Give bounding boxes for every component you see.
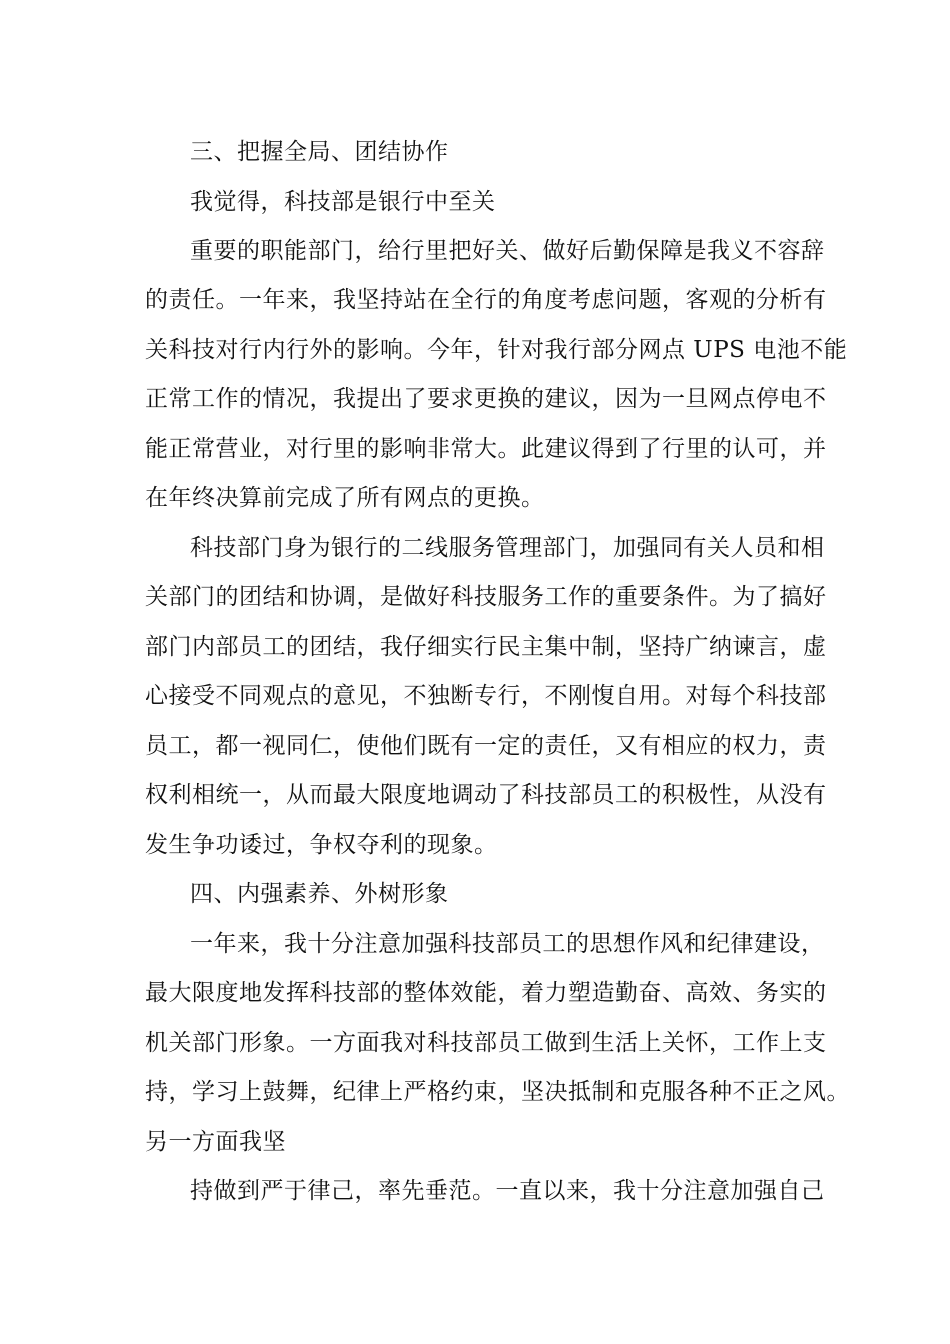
paragraph-line: 心接受不同观点的意见，不独断专行，不刚愎自用。对每个科技部 (145, 683, 827, 709)
paragraph-line: 能正常营业，对行里的影响非常大。此建议得到了行里的认可，并 (145, 436, 827, 462)
paragraph-line: 重要的职能部门，给行里把好关、做好后勤保障是我义不容辞 (190, 238, 825, 264)
paragraph-line: 最大限度地发挥科技部的整体效能，着力塑造勤奋、高效、务实的 (145, 980, 827, 1006)
paragraph-line: 权利相统一，从而最大限度地调动了科技部员工的积极性，从没有 (145, 782, 827, 808)
section-heading-3: 三、把握全局、团结协作 (190, 139, 449, 165)
paragraph-line: 正常工作的情况，我提出了要求更换的建议，因为一旦网点停电不 (145, 386, 827, 412)
paragraph-line: 关部门的团结和协调，是做好科技服务工作的重要条件。为了搞好 (145, 584, 827, 610)
paragraph-line: 在年终决算前完成了所有网点的更换。 (145, 485, 545, 511)
paragraph-line: 部门内部员工的团结，我仔细实行民主集中制，坚持广纳谏言，虚 (145, 634, 827, 660)
paragraph-line: 一年来，我十分注意加强科技部员工的思想作风和纪律建设， (190, 931, 825, 957)
paragraph-line: 的责任。一年来，我坚持站在全行的角度考虑问题，客观的分析有 (145, 287, 827, 313)
section-heading-4: 四、内强素养、外树形象 (190, 881, 449, 907)
paragraph-line: 员工，都一视同仁，使他们既有一定的责任，又有相应的权力，责 (145, 733, 827, 759)
paragraph-line: 发生争功诿过，争权夺利的现象。 (145, 832, 498, 858)
paragraph-line: 我觉得，科技部是银行中至关 (190, 189, 496, 215)
paragraph-line: 科技部门身为银行的二线服务管理部门，加强同有关人员和相 (190, 535, 825, 561)
paragraph-line: 持，学习上鼓舞，纪律上严格约束，坚决抵制和克服各种不正之风。 (145, 1079, 850, 1105)
paragraph-line: 持做到严于律己，率先垂范。一直以来，我十分注意加强自己 (190, 1178, 825, 1204)
paragraph-line: 另一方面我坚 (145, 1129, 286, 1155)
paragraph-line: 机关部门形象。一方面我对科技部员工做到生活上关怀，工作上支 (145, 1030, 827, 1056)
paragraph-line: 关科技对行内行外的影响。今年，针对我行部分网点 UPS 电池不能 (145, 337, 848, 363)
